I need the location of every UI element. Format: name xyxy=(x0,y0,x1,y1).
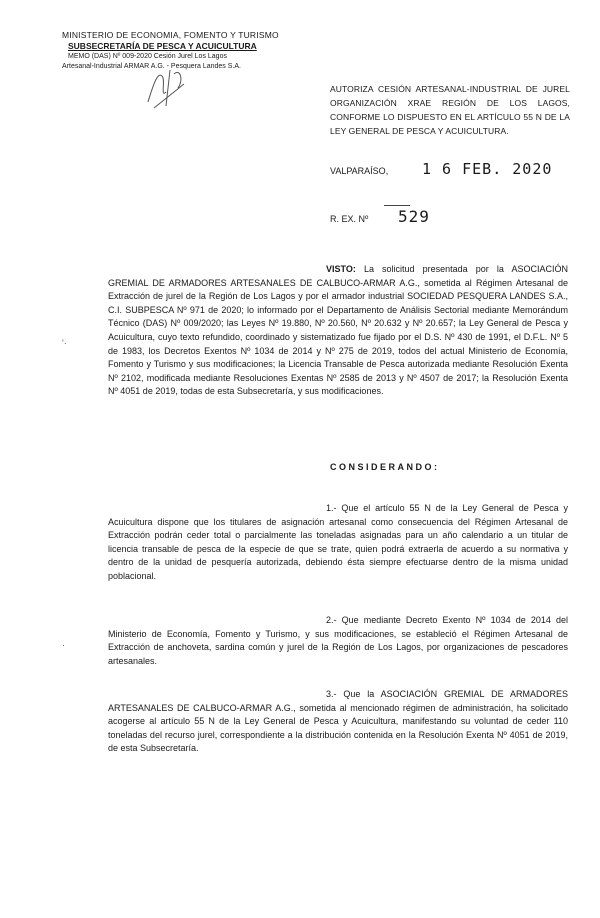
considerando-text: 3.- Que la ASOCIACIÓN GREMIAL DE ARMADORES ARTESANALES DE CALBUCO-ARMAR A.G., sometida al mencionado régimen de administración, ha solicitado acogerse al artículo 55 N de la Ley General de Pesca y Acuicultura, manifestando su voluntad de ceder 110 toneladas del recurso jurel, correspondiente a la distribución contenida en la Resolución Exenta Nº 4051 de 2019, de esta Subsecretaría. xyxy=(108,689,568,754)
considerando-text: 2.- Que mediante Decreto Exento Nº 1034 de 2014 del Ministerio de Economía, Fomento y Turismo, y sus modificaciones, se estableció el Régimen Artesanal de Extracción de anchoveta, sardina común y jurel de la Región de Los Lagos, por organizaciones de pescadores artesanales. xyxy=(108,615,568,666)
visto-text: La solicitud presentada por la ASOCIACIÓN GREMIAL DE ARMADORES ARTESANALES DE CALBUCO-ARMAR A.G., sometida al Régimen Artesanal de Extracción de jurel de la Región de Los Lagos y por el armador industrial SOCIEDAD PESQUERA LANDES S.A., C.I. SUBPESCA Nº 971 de 2020; lo informado por el Departamento de Análisis Sectorial mediante Memorándum Técnico (DAS) Nº 009/2020; las Leyes Nº 19.880, Nº 20.560, Nº 20.632 y Nº 20.657; la Ley General de Pesca y Acuicultura, cuyo texto refundido, coordinado y sistematizado fue fijado por el D.S. Nº 430 de 1991, el D.F.L. Nº 5 de 1983, los Decretos Exentos Nº 1034 de 2014 y Nº 275 de 2019, todos del actual Ministerio de Economía, Fomento y Turismo y sus modificaciones; la Licencia Transable de Pesca autorizada mediante Resolución Exenta Nº 2102, modificada mediante Resoluciones Exentas Nº 2585 de 2013 y Nº 4507 de 2017; la Resolución Exenta Nº 4051 de 2019, todas de esta Subsecretaría, y sus modificaciones. xyxy=(108,264,568,397)
considerando-item-1 xyxy=(108,502,568,584)
visto-paragraph xyxy=(108,263,568,399)
margin-mark: '· xyxy=(62,338,67,348)
resolution-date: 1 6 FEB. 2020 xyxy=(422,160,553,178)
divider xyxy=(384,205,410,206)
initials-signature-icon xyxy=(140,62,200,112)
considerando-item-2 xyxy=(108,614,568,668)
memo-reference: MEMO (DAS) Nº 009-2020 Cesión Jurel Los Lagos xyxy=(68,53,227,60)
rex-label: R. EX. Nº xyxy=(330,214,369,224)
considerando-item-3 xyxy=(108,688,568,756)
considerando-text: 1.- Que el artículo 55 N de la Ley General de Pesca y Acuicultura dispone que los titulares de asignación artesanal como consecuencia del Régimen Artesanal de Extracción podrán ceder total o parcialmente las toneladas asignadas para un año calendario a un titular de licencia transable de pesca de la especie de que se trate, quien podrá extraerla de acuerdo a su normativa y dentro de la unidad de pesquería autorizada, debiendo ésta siempre efectuarse dentro de la misma unidad poblacional. xyxy=(108,503,568,581)
considerando-heading: CONSIDERANDO: xyxy=(330,462,440,472)
rex-number: 529 xyxy=(398,207,430,226)
subsecretaria-name: SUBSECRETARÍA DE PESCA Y ACUICULTURA xyxy=(68,41,257,51)
parties-reference: Artesanal-Industrial ARMAR A.G. - Pesquera Landes S.A. xyxy=(62,63,241,70)
visto-label: VISTO: xyxy=(326,264,356,274)
margin-mark: · xyxy=(62,640,65,650)
place-label: VALPARAÍSO, xyxy=(330,166,389,176)
resolution-title: AUTORIZA CESIÓN ARTESANAL-INDUSTRIAL DE JUREL ORGANIZACIÓN XRAE REGIÓN DE LOS LAGOS, CONFORME LO DISPUESTO EN EL ARTÍCULO 55 N DE LA LEY GENERAL DE PESCA Y ACUICULTURA. xyxy=(330,84,570,136)
ministry-name: MINISTERIO DE ECONOMIA, FOMENTO Y TURISMO xyxy=(62,30,279,40)
